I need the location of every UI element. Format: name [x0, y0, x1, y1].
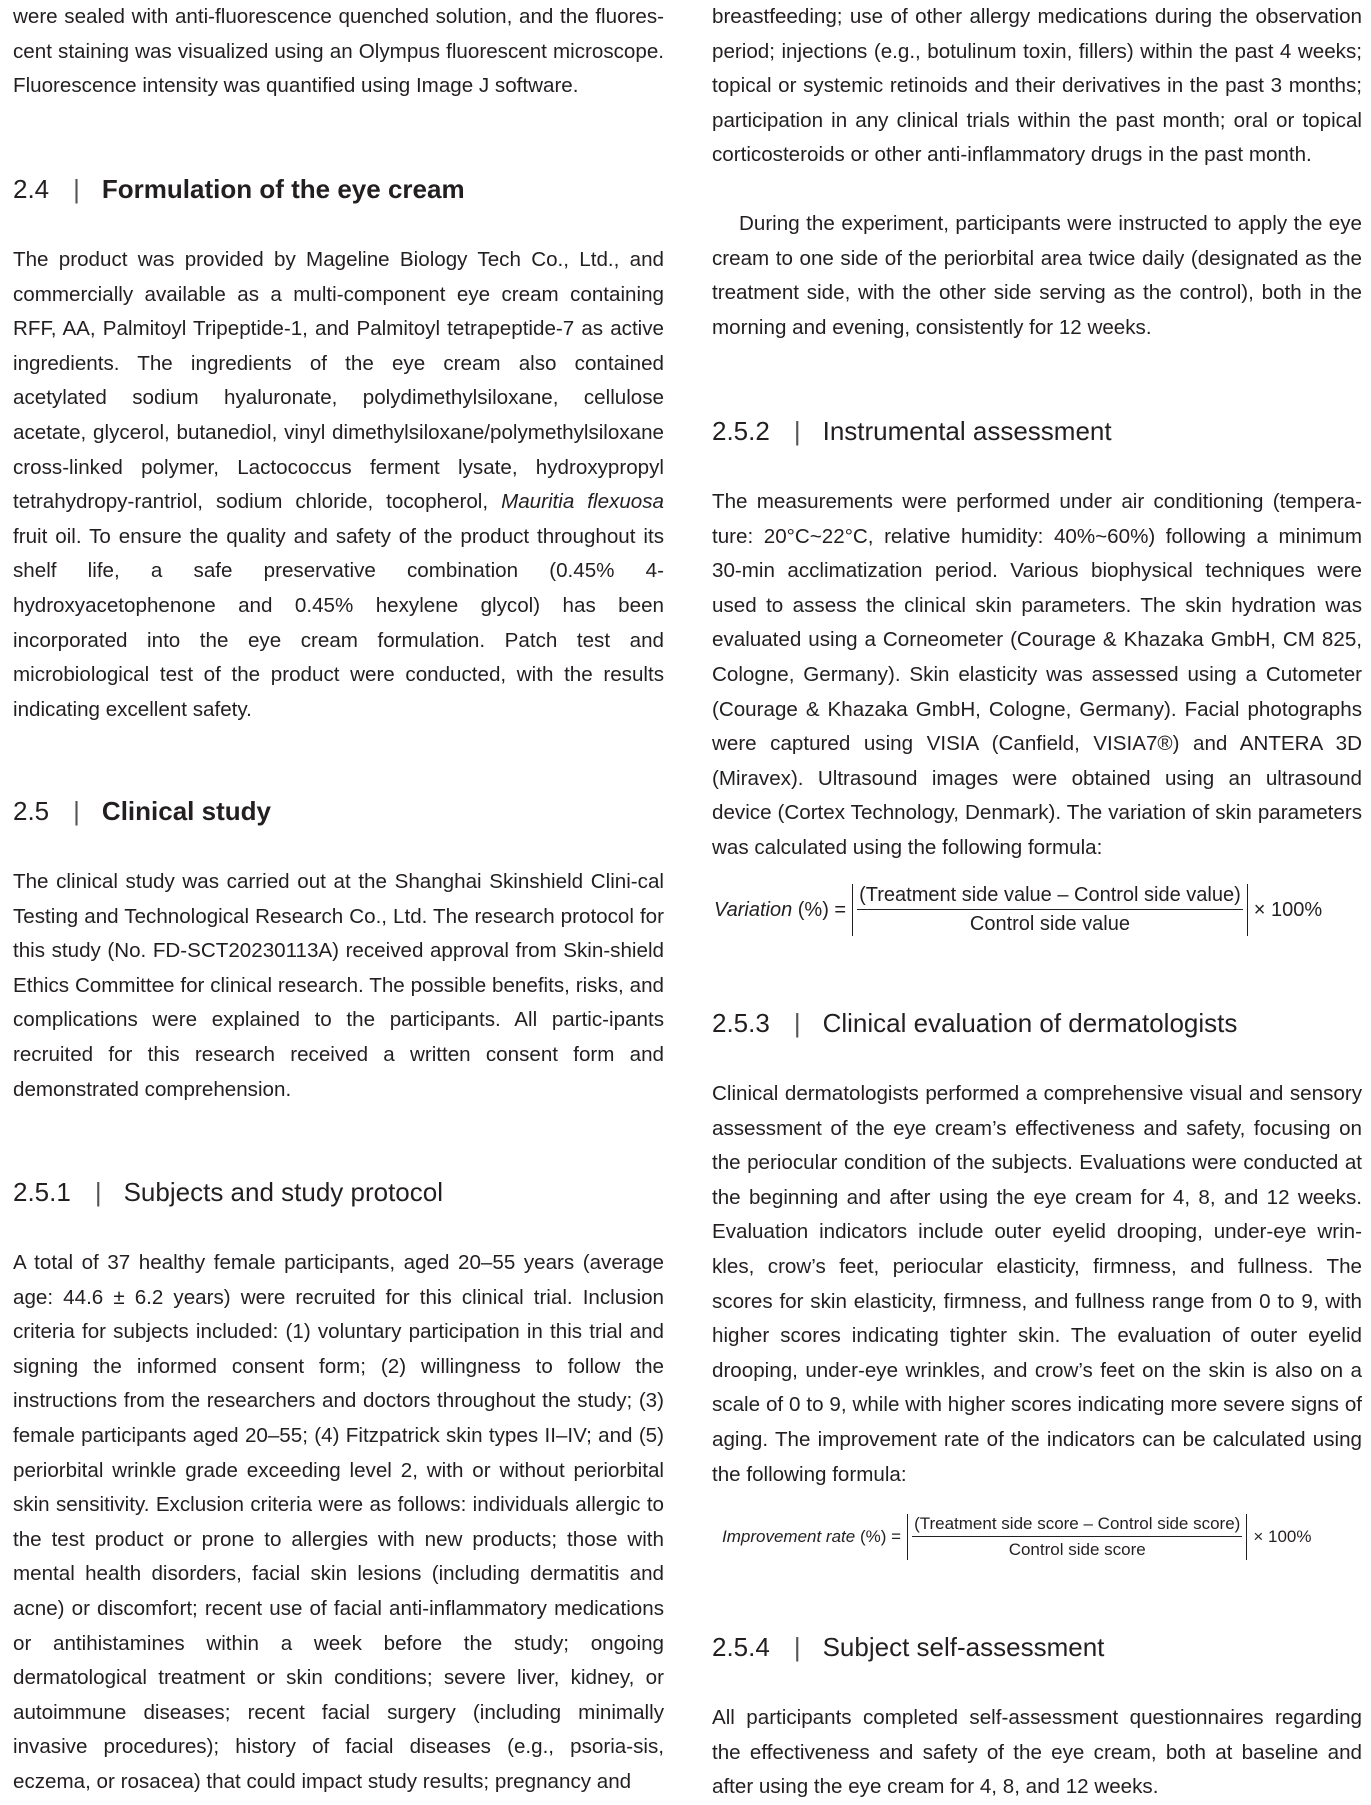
section-title: Instrumental assessment — [822, 416, 1112, 446]
section-heading-2-5-4: 2.5.4 | Subject self-assessment — [712, 1632, 1105, 1662]
formula-lhs: Variation (%) = — [714, 898, 847, 921]
formulation-text-b: fruit oil. To ensure the quality and safety of the product throughout its shelf life, a safe preservative combination (0.45% 4-hydroxyacetophenone and 0.45% hexylene glycol) has been incorporated into the eye cream formulation. Patch test and microbiological test of the product were conducted, with the results indicating excellent safety. — [13, 524, 664, 721]
paragraph-instrumental: The measurements were performed under air conditioning (tempera-ture: 20°C~22°C, relative humidity: 40%~60%) following a minimum 30-min acclimatization period. Various biophysical techniques were used to assess the clinical skin parameters. The skin hydration was evaluated using a Corneometer (Courage & Khazaka GmbH, CM 825, Cologne, Germany). Skin elasticity was assessed using a Cutometer (Courage & Khazaka GmbH, Cologne, Germany). Facial photographs were captured using VISIA (Canfield, VISIA7®) and ANTERA 3D (Miravex). Ultrasound images were obtained using an ultrasound device (Cortex Technology, Denmark). The variation of skin parameters was calculated using the following formula: — [712, 490, 1362, 859]
section-title: Subject self-assessment — [822, 1632, 1105, 1662]
section-title: Subjects and study protocol — [123, 1177, 444, 1207]
paragraph-self-assessment: All participants completed self-assessment questionnaires regarding the effectiveness and safety of the eye cream, both at baseline and after using the eye cream for 4, 8, and 12 weeks. — [712, 1706, 1362, 1799]
paragraph-formulation — [13, 243, 664, 727]
section-number: 2.5.3 — [712, 1008, 770, 1038]
variation-formula — [714, 884, 1322, 936]
section-number: 2.5.1 — [13, 1177, 71, 1207]
improvement-formula — [722, 1514, 1311, 1560]
section-number: 2.5.4 — [712, 1632, 770, 1662]
section-heading-2-5-1: 2.5.1 | Subjects and study protocol — [13, 1177, 444, 1207]
section-title: Clinical study — [101, 796, 271, 826]
section-number: 2.5.2 — [712, 416, 770, 446]
formula-multiplier: × 100% — [1253, 1527, 1312, 1546]
absolute-value-bars — [852, 884, 1248, 936]
formula-multiplier: × 100% — [1253, 898, 1323, 921]
fraction-numerator: (Treatment side value – Control side value) — [857, 884, 1243, 910]
fraction — [912, 1514, 1242, 1560]
section-title: Formulation of the eye cream — [101, 174, 465, 204]
formulation-text-a: The product was provided by Mageline Biology Tech Co., Ltd., and commercially available as a multi-component eye cream containing RFF, AA, Palmitoyl Tripeptide-1, and Palmitoyl tetrapeptide-7 as active ingredients. The ingredients of the eye cream also contained acetylated sodium hyaluronate, polydimethylsiloxane, cellulose acetate, glycerol, butanediol, vinyl dimethylsiloxane/polymethylsiloxane cross-linked polymer, Lactococcus ferment lysate, hydroxypropyl tetrahydropy-rantriol, sodium chloride, tocopherol, — [13, 248, 664, 514]
absolute-value-bars — [907, 1514, 1247, 1560]
fraction-denominator: Control side value — [969, 913, 1130, 935]
fraction — [857, 884, 1243, 936]
paragraph-exclusions-cont: breastfeeding; use of other allergy medications during the observation period; injections (e.g., botulinum toxin, fillers) within the past 4 weeks; topical or systemic retinoids and their derivatives in the past 3 months; participation in any clinical trials within the past month; oral or topical corticosteroids or other anti-inflammatory drugs in the past month. — [712, 5, 1362, 167]
section-heading-2-4: 2.4 | Formulation of the eye cream — [13, 174, 465, 204]
formula-lhs: Improvement rate (%) = — [722, 1527, 902, 1546]
section-heading-2-5-2: 2.5.2 | Instrumental assessment — [712, 416, 1112, 446]
paragraph-fluorescence: were sealed with anti-fluorescence quenched solution, and the fluores-cent staining was visualized using an Olympus fluorescent microscope. Fluorescence intensity was quantified using Image J software. — [13, 5, 664, 98]
species-name: Mauritia flexuosa — [501, 490, 664, 514]
section-number: 2.4 — [13, 174, 50, 204]
fraction-numerator: (Treatment side score – Control side score) — [912, 1514, 1242, 1537]
section-number: 2.5 — [13, 796, 50, 826]
section-title: Clinical evaluation of dermatologists — [822, 1008, 1238, 1038]
fraction-denominator: Control side score — [1008, 1540, 1146, 1559]
paragraph-subjects: A total of 37 healthy female participants, aged 20–55 years (average age: 44.6 ± 6.2 years) were recruited for this clinical trial. Inclusion criteria for subjects included: (1) voluntary participation in this trial and signing the informed consent form; (2) willingness to follow the instructions from the researchers and doctors throughout the study; (3) female participants aged 20–55; (4) Fitzpatrick skin types II–IV; and (5) periorbital wrinkle grade exceeding level 2, with or without periorbital skin sensitivity. Exclusion criteria were as follows: individuals allergic to the test product or prone to allergies with new products; those with mental health disorders, facial skin lesions (including dermatitis and acne) or discomfort; recent use of facial anti-inflammatory medications or antihistamines within a week before the study; ongoing dermatological treatment or skin conditions; severe liver, kidney, or autoimmune diseases; recent facial surgery (including minimally invasive procedures); history of facial diseases (e.g., psoria-sis, eczema, or rosacea) that could impact study results; pregnancy and — [13, 1251, 664, 1793]
section-heading-2-5-3: 2.5.3 | Clinical evaluation of dermatologists — [712, 1008, 1238, 1038]
section-heading-2-5: 2.5 | Clinical study — [13, 796, 271, 826]
paragraph-clinical-study: The clinical study was carried out at the Shanghai Skinshield Clini-cal Testing and Technological Research Co., Ltd. The research protocol for this study (No. FD-SCT20230113A) received approval from Skin-shield Ethics Committee for clinical research. The possible benefits, risks, and complications were explained to the participants. All partic-ipants recruited for this research received a written consent form and demonstrated comprehension. — [13, 870, 664, 1101]
paragraph-experiment: During the experiment, participants were instructed to apply the eye cream to one side of the periorbital area twice daily (designated as the treatment side, with the other side serving as the control), both in the morning and evening, consistently for 12 weeks. — [712, 212, 1362, 339]
paragraph-dermatologist-eval: Clinical dermatologists performed a comprehensive visual and sensory assessment of the eye cream’s effectiveness and safety, focusing on the periocular condition of the subjects. Evaluations were conducted at the beginning and after using the eye cream for 4, 8, and 12 weeks. Evaluation indicators include outer eyelid drooping, under-eye wrin-kles, crow’s feet, periocular elasticity, firmness, and fullness. The scores for skin elasticity, firmness, and fullness range from 0 to 9, with higher scores indicating tighter skin. The evaluation of outer eyelid drooping, under-eye wrinkles, and crow’s feet on the skin is also on a scale of 0 to 9, while with higher scores indicating more severe signs of aging. The improvement rate of the indicators can be calculated using the following formula: — [712, 1082, 1362, 1486]
